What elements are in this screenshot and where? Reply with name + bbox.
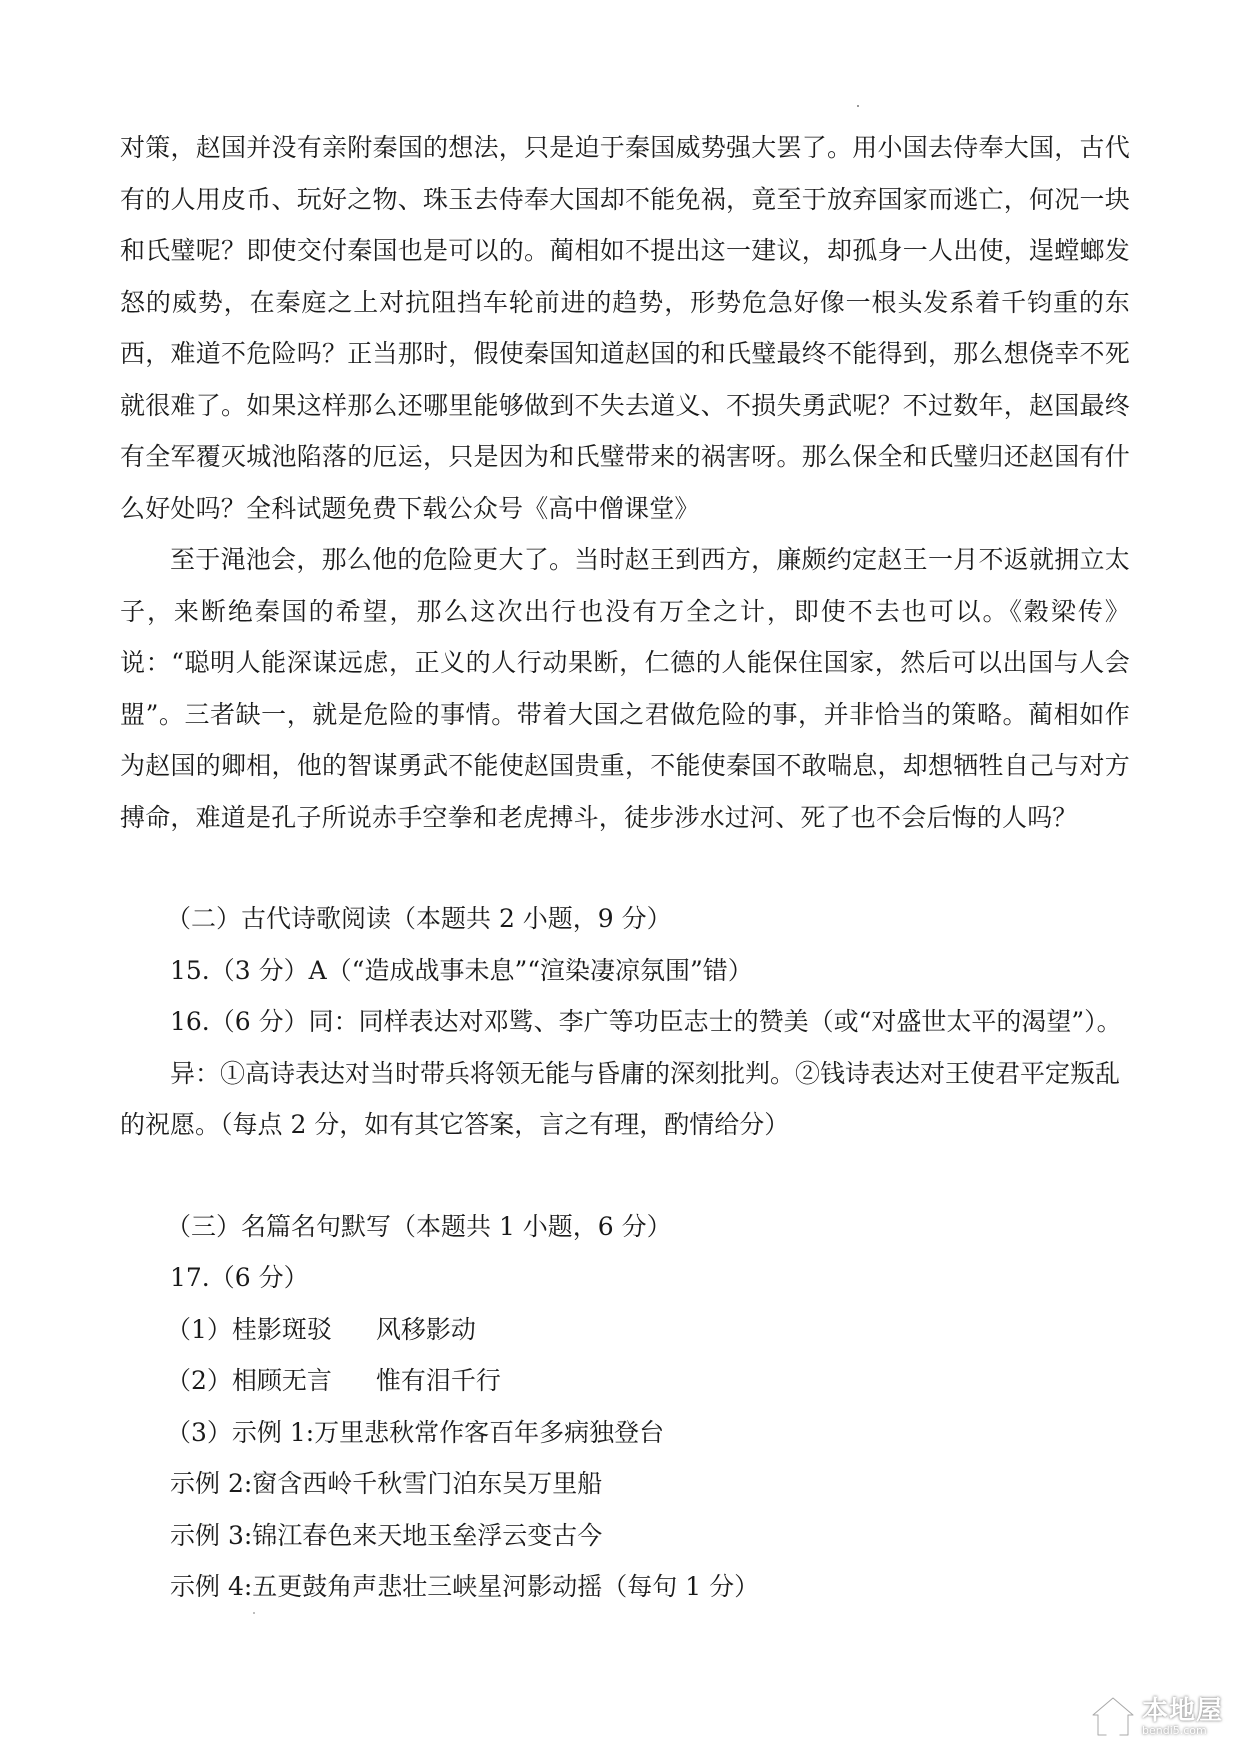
spacer: [120, 1151, 1130, 1201]
watermark-name: 本地屋: [1141, 1696, 1223, 1726]
translation-paragraph-1: 对策，赵国并没有亲附秦国的想法，只是迫于秦国威势强大罢了。用小国去侍奉大国，古代有的人用皮币、玩好之物、珠玉去侍奉大国却不能免祸，竟至于放弃国家而逃亡，何况一块和氏璧呢？即使交付秦国也是可以的。蔺相如不提出这一建议，却孤身一人出使，逞螳螂发怒的威势，在秦庭之上对抗阻挡车轮前进的趋势，形势危急好像一根头发系着千钧重的东西，难道不危险吗？正当那时，假使秦国知道赵国的和氏璧最终不能得到，那么想侥幸不死就很难了。如果这样那么还哪里能够做到不失去道义、不损失勇武呢？不过数年，赵国最终有全军覆灭城池陷落的厄运，只是因为和氏璧带来的祸害呀。那么保全和氏璧归还赵国有什么好处吗？全科试题免费下载公众号《高中僧课堂》: [120, 133, 1130, 523]
answer-16-line-2: 异：①高诗表达对当时带兵将领无能与昏庸的深刻批判。②钱诗表达对王使君平定叛乱: [170, 1058, 1121, 1088]
answer-17-example-2: 示例 2:窗含西岭千秋雪门泊东吴万里船: [170, 1469, 603, 1498]
answer-17-example-4: 示例 4:五更鼓角声悲壮三峡星河影动摇（每句 1 分）: [170, 1572, 760, 1601]
answer-17-1: [120, 1304, 1130, 1356]
answer-17-3: （3）示例 1:万里悲秋常作客百年多病独登台: [166, 1417, 665, 1447]
answer-17-1-second: 风移影动: [375, 1314, 476, 1344]
answer-17-2-second: 惟有泪千行: [375, 1366, 501, 1395]
answer-15: 15.（3 分）A（“造成战事未息”“渲染凄凉氛围”错）: [170, 955, 753, 985]
answer-17: 17.（6 分）: [170, 1263, 309, 1292]
answer-17-1-first: （1）桂影斑驳: [166, 1314, 332, 1344]
section-3-heading: （三）名篇名句默写（本题共 1 小题，6 分）: [166, 1211, 672, 1241]
answer-17-example-3: 示例 3:锦江春色来天地玉垒浮云变古今: [170, 1520, 603, 1550]
translation-paragraph-2: 至于渑池会，那么他的危险更大了。当时赵王到西方，廉颇约定赵王一月不返就拥立太子，来断绝秦国的希望，那么这次出行也没有万全之计，即使不去也可以。《穀梁传》说：“聪明人能深谋远虑，正义的人行动果断，仁德的人能保住国家，然后可以出国与人会盟”。三者缺一，就是危险的事情。带着大国之君做危险的事，并非恰当的策略。蔺相如作为赵国的卿相，他的智谋勇武不能使赵国贵重，不能使秦国不敢喘息，却想牺牲自己与对方搏命，难道是孔子所说赤手空拳和老虎搏斗，徒步涉水过河、死了也不会后悔的人吗？: [120, 545, 1130, 832]
answer-content: [120, 122, 1130, 1613]
answer-17-2: [120, 1355, 1130, 1407]
house-logo-icon: [1090, 1694, 1136, 1740]
answer-17-2-first: （2）相顾无言: [166, 1366, 332, 1395]
watermark-url: bendi5.com: [1141, 1724, 1207, 1737]
scan-speck: [857, 105, 859, 107]
section-2-heading: （二）古代诗歌阅读（本题共 2 小题，9 分）: [166, 904, 672, 933]
answer-16-line-1: 16.（6 分）同：同样表达对邓骘、李广等功臣志士的赞美（或“对盛世太平的渴望”）。: [170, 1007, 1122, 1036]
site-watermark: [1090, 1694, 1223, 1740]
answer-16-line-3: 的祝愿。（每点 2 分，如有其它答案，言之有理，酌情给分）: [120, 1110, 790, 1139]
spacer: [120, 843, 1130, 893]
